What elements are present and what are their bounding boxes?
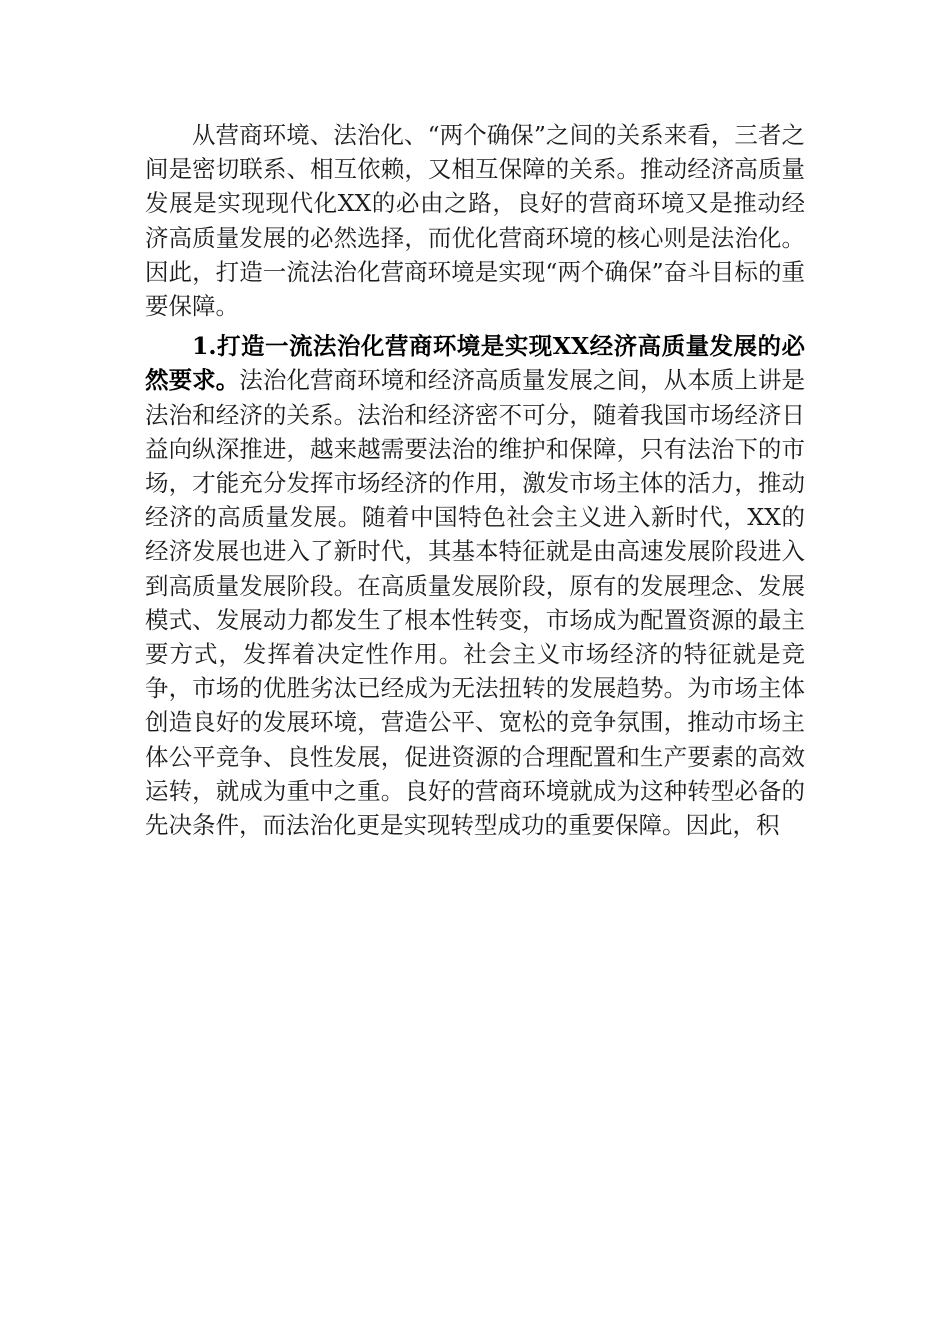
paragraph-section-1: [145, 329, 805, 842]
paragraph-relationship: 从营商环境、法治化、“两个确保”之间的关系来看，三者之间是密切联系、相互依赖，又相互保障的关系。推动经济高质量发展是实现现代化XX的必由之路，良好的营商环境又是推动经济高质量发展的必然选择，而优化营商环境的核心则是法治化。因此，打造一流法治化营商环境是实现“两个确保”奋斗目标的重要保障。: [145, 121, 805, 321]
document-body: [145, 118, 805, 842]
section-body-text: 法治化营商环境和经济高质量发展之间，从本质上讲是法治和经济的关系。法治和经济密不可分，随着我国市场经济日益向纵深推进，越来越需要法治的维护和保障，只有法治下的市场，才能充分发挥市场经济的作用，激发市场主体的活力，推动经济的高质量发展。随着中国特色社会主义进入新时代，XX的经济发展也进入了新时代，其基本特征就是由高速发展阶段进入到高质量发展阶段。在高质量发展阶段，原有的发展理念、发展模式、发展动力都发生了根本性转变，市场成为配置资源的最主要方式，发挥着决定性作用。社会主义市场经济的特征就是竞争，市场的优胜劣汰已经成为无法扭转的发展趋势。为市场主体创造良好的发展环境，营造公平、宽松的竞争氛围，推动市场主体公平竞争、良性发展，促进资源的合理配置和生产要素的高效运转，就成为重中之重。良好的营商环境就成为这种转型必备的先决条件，而法治化更是实现转型成功的重要保障。因此，积: [145, 366, 805, 840]
section-heading: 1.打造一流法治化营商环境是实现XX经济高质量发展的必然要求。: [145, 332, 805, 395]
